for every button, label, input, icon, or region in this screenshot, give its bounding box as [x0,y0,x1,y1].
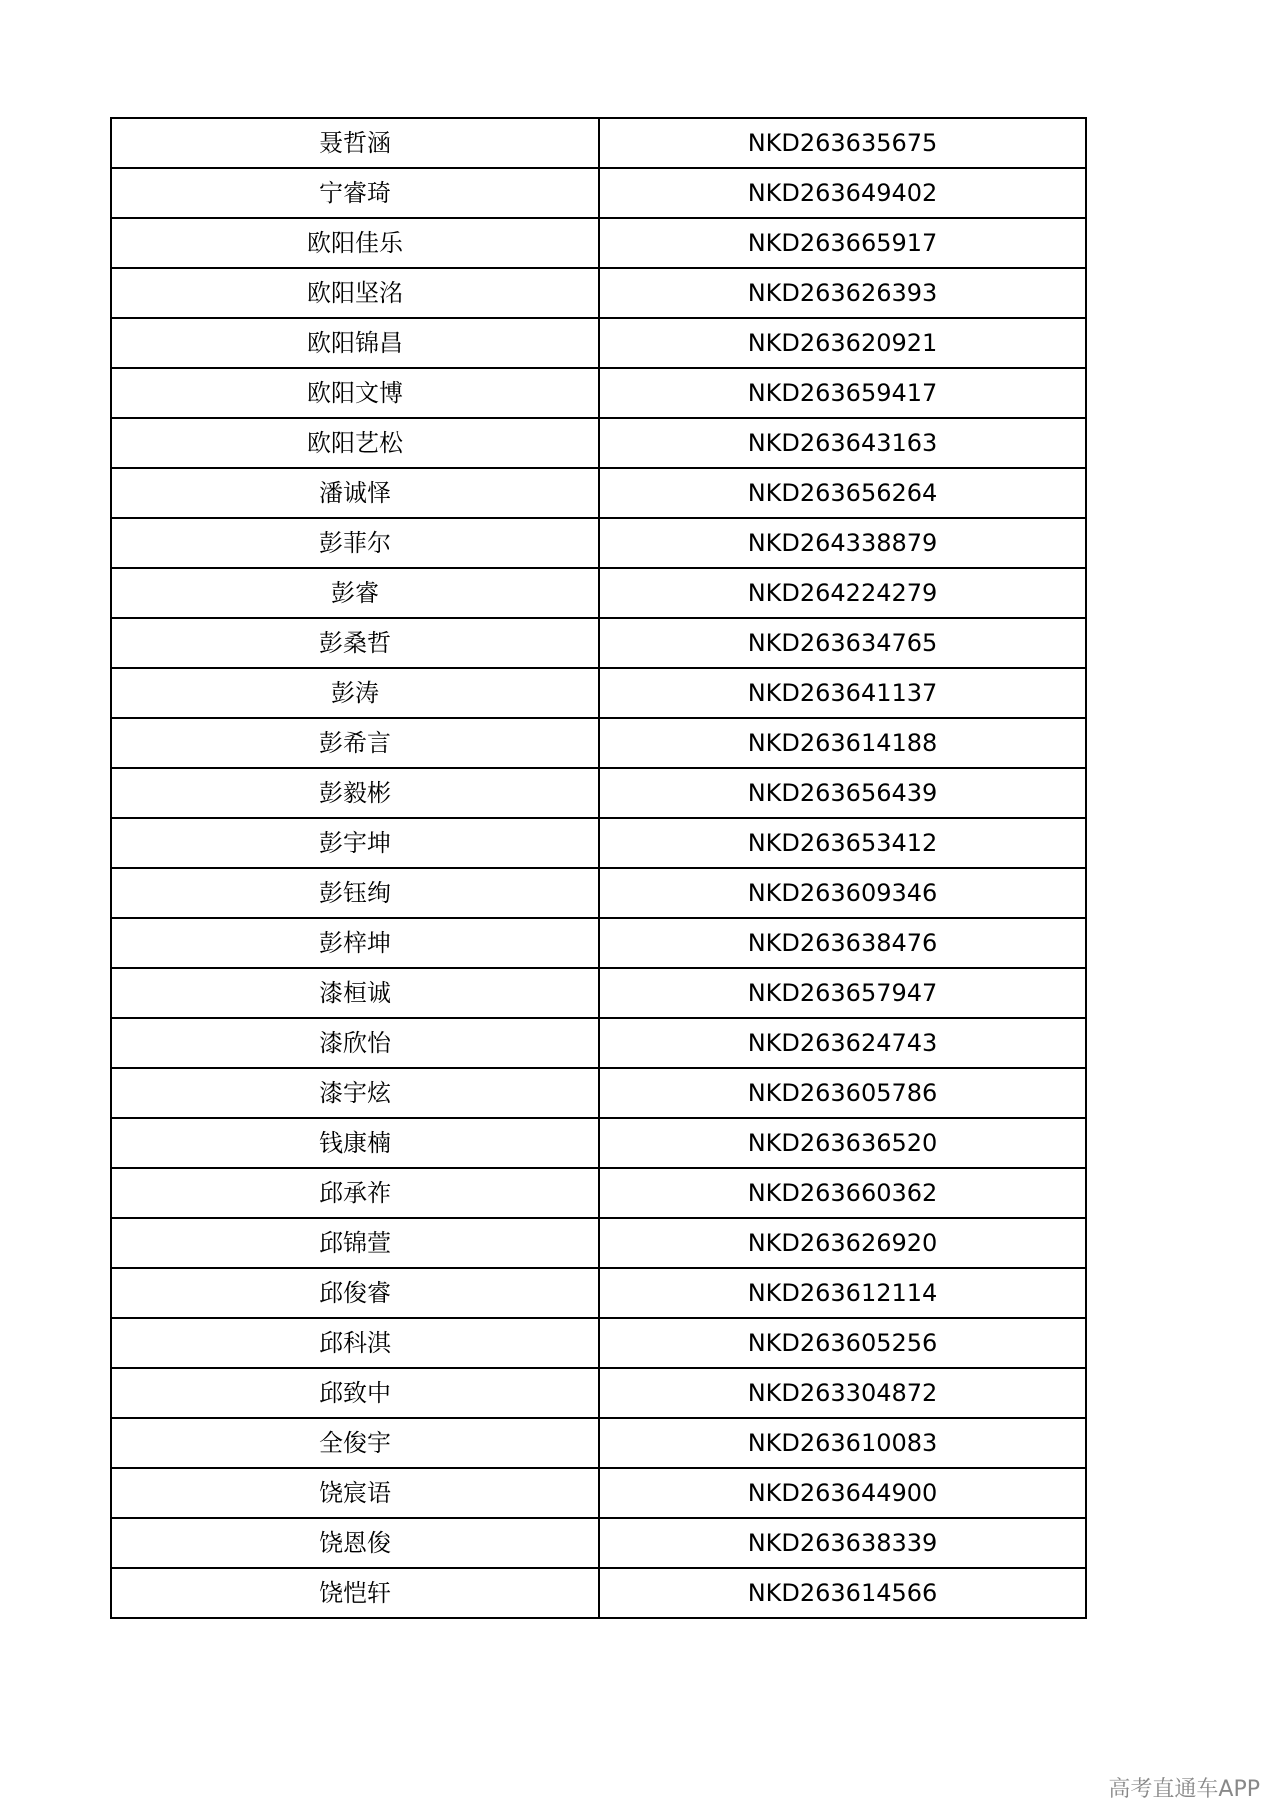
student-name-cell: 彭毅彬 [111,768,599,818]
student-name-cell: 漆宇炫 [111,1068,599,1118]
student-id-cell: NKD263643163 [599,418,1086,468]
table-row [111,1168,1086,1218]
student-name-cell: 欧阳文博 [111,368,599,418]
table-row [111,568,1086,618]
table-row [111,268,1086,318]
student-id-cell: NKD263634765 [599,618,1086,668]
student-name-cell: 欧阳佳乐 [111,218,599,268]
table-row [111,168,1086,218]
table-row [111,1418,1086,1468]
student-name-cell: 邱锦萱 [111,1218,599,1268]
table-row [111,1518,1086,1568]
student-id-cell: NKD263612114 [599,1268,1086,1318]
table-row [111,468,1086,518]
student-id-cell: NKD263626920 [599,1218,1086,1268]
table-row [111,868,1086,918]
table-row [111,1118,1086,1168]
student-name-cell: 欧阳坚洺 [111,268,599,318]
student-id-cell: NKD263665917 [599,218,1086,268]
student-name-cell: 漆桓诚 [111,968,599,1018]
student-id-cell: NKD263653412 [599,818,1086,868]
table-row [111,518,1086,568]
table-row [111,818,1086,868]
student-id-cell: NKD263657947 [599,968,1086,1018]
student-id-cell: NKD263304872 [599,1368,1086,1418]
student-name-cell: 彭宇坤 [111,818,599,868]
student-name-cell: 彭梓坤 [111,918,599,968]
roster-table [110,117,1087,1619]
student-name-cell: 漆欣怡 [111,1018,599,1068]
student-name-cell: 彭菲尔 [111,518,599,568]
student-id-cell: NKD263649402 [599,168,1086,218]
student-id-cell: NKD263626393 [599,268,1086,318]
table-row [111,1318,1086,1368]
student-name-cell: 彭涛 [111,668,599,718]
student-id-cell: NKD263644900 [599,1468,1086,1518]
student-id-cell: NKD264224279 [599,568,1086,618]
student-name-cell: 饶恺轩 [111,1568,599,1618]
student-id-cell: NKD263635675 [599,118,1086,168]
table-row [111,368,1086,418]
table-row [111,1068,1086,1118]
student-name-cell: 全俊宇 [111,1418,599,1468]
student-name-cell: 彭睿 [111,568,599,618]
student-id-cell: NKD264338879 [599,518,1086,568]
student-name-cell: 钱康楠 [111,1118,599,1168]
student-id-cell: NKD263656264 [599,468,1086,518]
student-id-cell: NKD263624743 [599,1018,1086,1068]
student-name-cell: 邱承祚 [111,1168,599,1218]
table-row [111,968,1086,1018]
student-id-cell: NKD263614188 [599,718,1086,768]
student-name-cell: 潘诚怿 [111,468,599,518]
table-row [111,418,1086,468]
student-id-cell: NKD263609346 [599,868,1086,918]
table-row [111,1268,1086,1318]
student-name-cell: 邱致中 [111,1368,599,1418]
student-id-cell: NKD263638339 [599,1518,1086,1568]
student-id-cell: NKD263620921 [599,318,1086,368]
student-name-cell: 欧阳锦昌 [111,318,599,368]
table-row [111,618,1086,668]
student-name-cell: 饶宸语 [111,1468,599,1518]
student-name-cell: 彭钰绚 [111,868,599,918]
student-name-cell: 聂哲涵 [111,118,599,168]
student-id-cell: NKD263636520 [599,1118,1086,1168]
watermark-text: 高考直通车APP [1108,1777,1260,1802]
student-name-cell: 邱俊睿 [111,1268,599,1318]
student-id-cell: NKD263659417 [599,368,1086,418]
table-row [111,918,1086,968]
student-name-cell: 欧阳艺松 [111,418,599,468]
student-name-cell: 邱科淇 [111,1318,599,1368]
table-row [111,118,1086,168]
student-name-cell: 彭希言 [111,718,599,768]
table-row [111,218,1086,268]
student-id-cell: NKD263660362 [599,1168,1086,1218]
student-name-cell: 宁睿琦 [111,168,599,218]
table-row [111,1368,1086,1418]
student-id-cell: NKD263614566 [599,1568,1086,1618]
student-name-cell: 饶恩俊 [111,1518,599,1568]
table-row [111,718,1086,768]
student-id-cell: NKD263610083 [599,1418,1086,1468]
student-id-cell: NKD263638476 [599,918,1086,968]
table-row [111,768,1086,818]
student-id-cell: NKD263605786 [599,1068,1086,1118]
student-name-cell: 彭桑哲 [111,618,599,668]
table-row [111,668,1086,718]
table-row [111,1218,1086,1268]
student-id-cell: NKD263605256 [599,1318,1086,1368]
student-id-cell: NKD263656439 [599,768,1086,818]
table-row [111,1568,1086,1618]
table-row [111,318,1086,368]
table-row [111,1468,1086,1518]
student-id-cell: NKD263641137 [599,668,1086,718]
table-row [111,1018,1086,1068]
roster-table-body [111,118,1086,1618]
